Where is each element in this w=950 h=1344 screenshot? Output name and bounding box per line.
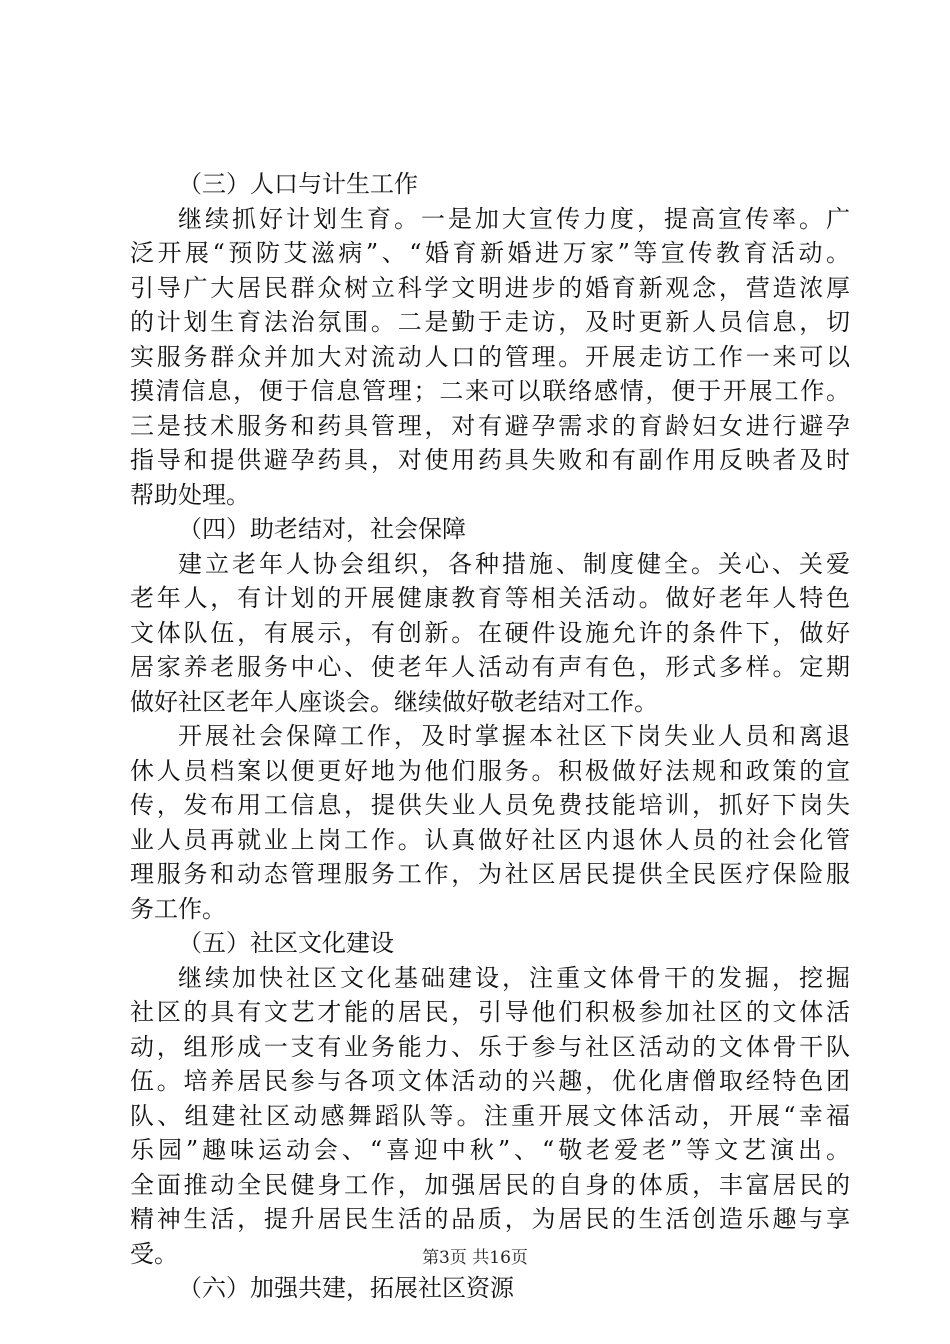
text-line: 开展社会保障工作，及时掌握本社区下岗失业人员和离退: [178, 722, 850, 750]
text-line: 继续抓好计划生育。一是加大宣传力度，提高宣传率。广: [178, 204, 850, 233]
page-number-footer: 第3页 共16页: [422, 1248, 528, 1268]
text-line: 居家养老服务中心、使老年人活动有声有色，形式多样。定期: [130, 653, 850, 681]
text-line: 引导广大居民群众树立科学文明进步的婚育新观念，营造浓厚: [130, 273, 850, 302]
text-line: 指导和提供避孕药具，对使用药具失败和有副作用反映者及时: [130, 446, 850, 474]
text-line: 受。: [130, 1239, 178, 1268]
section-4-paragraph-1: [130, 547, 850, 720]
section-4-paragraph-2: [130, 719, 850, 926]
text-line: 社区的具有文艺才能的居民，引导他们积极参加社区的文体活: [130, 998, 850, 1026]
section-heading-4: （四）助老结对，社会保障: [178, 515, 466, 543]
text-line: 传，发布用工信息，提供失业人员免费技能培训，抓好下岗失: [130, 791, 850, 819]
text-line: 的计划生育法治氛围。二是勤于走访，及时更新人员信息，切: [130, 308, 850, 336]
document-body: [130, 167, 850, 1306]
text-line: 继续加快社区文化基础建设，注重文体骨干的发掘，挖掘: [178, 963, 850, 992]
text-line: 业人员再就业上岗工作。认真做好社区内退休人员的社会化管: [130, 825, 850, 854]
section-heading-3: （三）人口与计生工作: [178, 170, 418, 198]
text-line: 三是技术服务和药具管理，对有避孕需求的育龄妇女进行避孕: [130, 411, 850, 440]
section-heading-6: （六）加强共建，拓展社区资源: [178, 1274, 514, 1302]
text-line: 全面推动全民健身工作，加强居民的自身的体质，丰富居民的: [130, 1170, 850, 1199]
text-line: 摸清信息，便于信息管理；二来可以联络感情，便于开展工作。: [130, 377, 850, 405]
text-line: 老年人，有计划的开展健康教育等相关活动。做好老年人特色: [130, 584, 850, 612]
text-line: 建立老年人协会组织，各种措施、制度健全。关心、关爱: [178, 549, 850, 578]
text-line: 做好社区老年人座谈会。继续做好敬老结对工作。: [130, 687, 658, 716]
section-heading-5: （五）社区文化建设: [178, 929, 394, 957]
text-line: 实服务群众并加大对流动人口的管理。开展走访工作一来可以: [130, 342, 850, 371]
text-line: 动，组形成一支有业务能力、乐于参与社区活动的文体骨干队: [130, 1032, 850, 1061]
text-line: 休人员档案以便更好地为他们服务。积极做好法规和政策的宣: [130, 756, 850, 785]
text-line: 队、组建社区动感舞蹈队等。注重开展文体活动，开展“幸福: [130, 1101, 850, 1130]
text-line: 伍。培养居民参与各项文体活动的兴趣，优化唐僧取经特色团: [130, 1067, 850, 1095]
text-line: 精神生活，提升居民生活的品质，为居民的生活创造乐趣与享: [130, 1205, 850, 1233]
text-line: 泛开展“预防艾滋病”、“婚育新婚进万家”等宣传教育活动。: [130, 239, 850, 267]
text-line: 文体队伍，有展示，有创新。在硬件设施允许的条件下，做好: [130, 618, 850, 647]
section-3-paragraph: [130, 202, 850, 513]
section-5-paragraph: [130, 961, 850, 1272]
text-line: 帮助处理。: [130, 480, 250, 509]
text-line: 理服务和动态管理服务工作，为社区居民提供全民医疗保险服: [130, 860, 850, 888]
text-line: 乐园”趣味运动会、“喜迎中秋”、“敬老爱老”等文艺演出。: [130, 1136, 850, 1164]
text-line: 务工作。: [130, 894, 226, 923]
